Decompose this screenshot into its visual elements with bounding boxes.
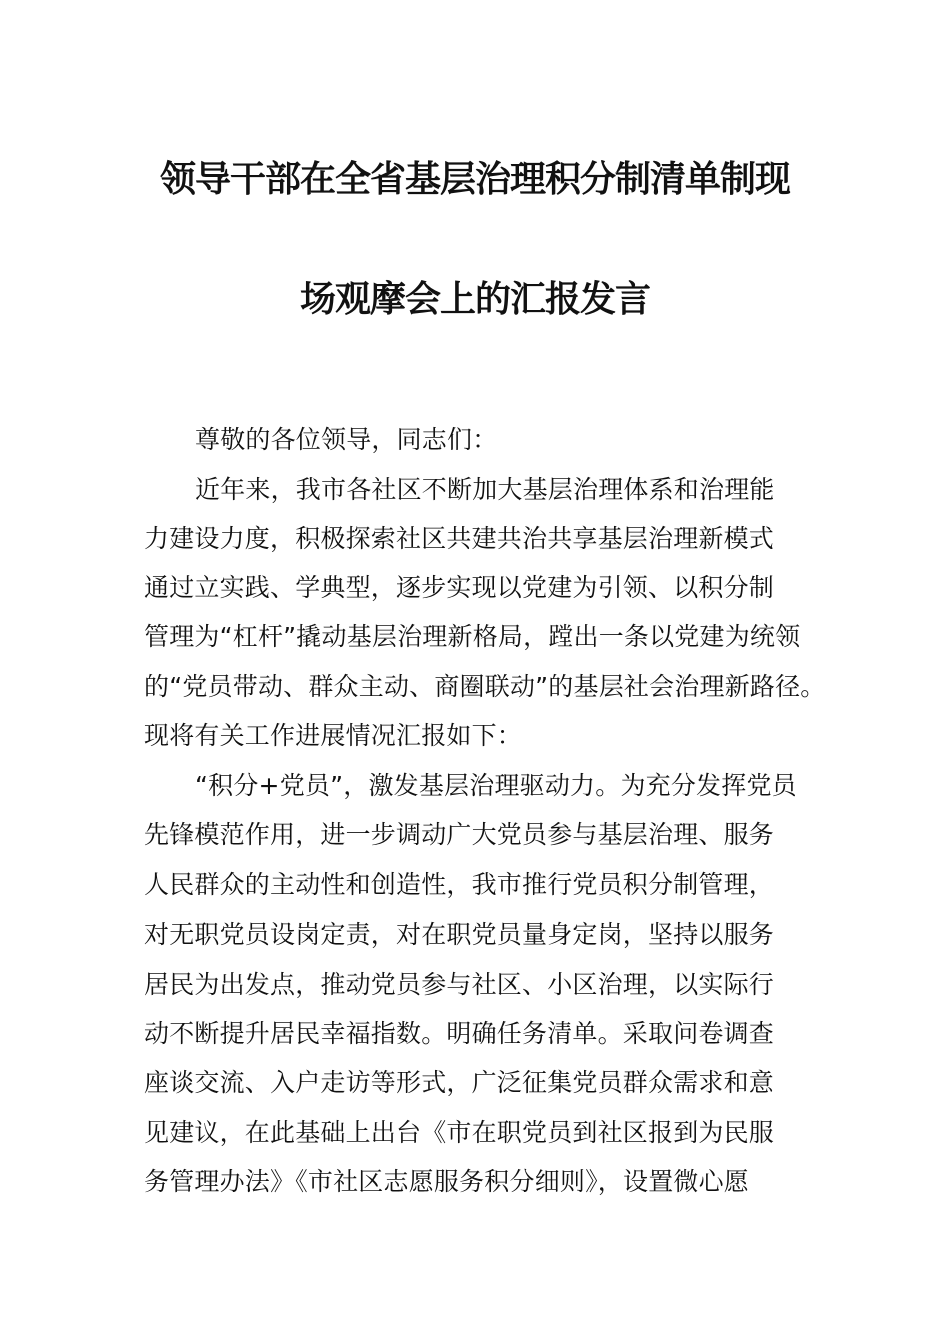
body-line: “积分+党员”，激发基层治理驱动力。为充分发挥党员 — [195, 771, 797, 800]
body-line: 力建设力度，积极探索社区共建共治共享基层治理新模式 — [144, 524, 775, 553]
body-line: 的“党员带动、群众主动、商圈联动”的基层社会治理新路径。 — [144, 672, 826, 701]
body-line: 务管理办法》《市社区志愿服务积分细则》，设置微心愿 — [144, 1167, 750, 1196]
body-line: 通过立实践、学典型，逐步实现以党建为引领、以积分制 — [144, 573, 775, 602]
body-line: 居民为出发点，推动党员参与社区、小区治理，以实际行 — [144, 970, 775, 999]
document-title-line-2: 场观摩会上的汇报发言 — [299, 279, 650, 320]
body-line: 人民群众的主动性和创造性，我市推行党员积分制管理， — [144, 870, 775, 899]
body-line: 动不断提升居民幸福指数。明确任务清单。采取问卷调查 — [144, 1019, 775, 1048]
body-line: 对无职党员设岗定责，对在职党员量身定岗，坚持以服务 — [144, 920, 775, 949]
document-title-line-1: 领导干部在全省基层治理积分制清单制现 — [159, 159, 790, 200]
body-line: 座谈交流、入户走访等形式，广泛征集党员群众需求和意 — [144, 1068, 775, 1097]
body-line: 见建议，在此基础上出台《市在职党员到社区报到为民服 — [144, 1118, 775, 1147]
body-line: 近年来，我市各社区不断加大基层治理体系和治理能 — [195, 475, 775, 504]
body-line: 现将有关工作进展情况汇报如下： — [144, 721, 523, 750]
body-line: 管理为“杠杆”撬动基层治理新格局，蹚出一条以党建为统领 — [144, 622, 801, 651]
body-line: 先锋模范作用，进一步调动广大党员参与基层治理、服务 — [144, 820, 775, 849]
salutation-line: 尊敬的各位领导，同志们： — [195, 425, 498, 454]
